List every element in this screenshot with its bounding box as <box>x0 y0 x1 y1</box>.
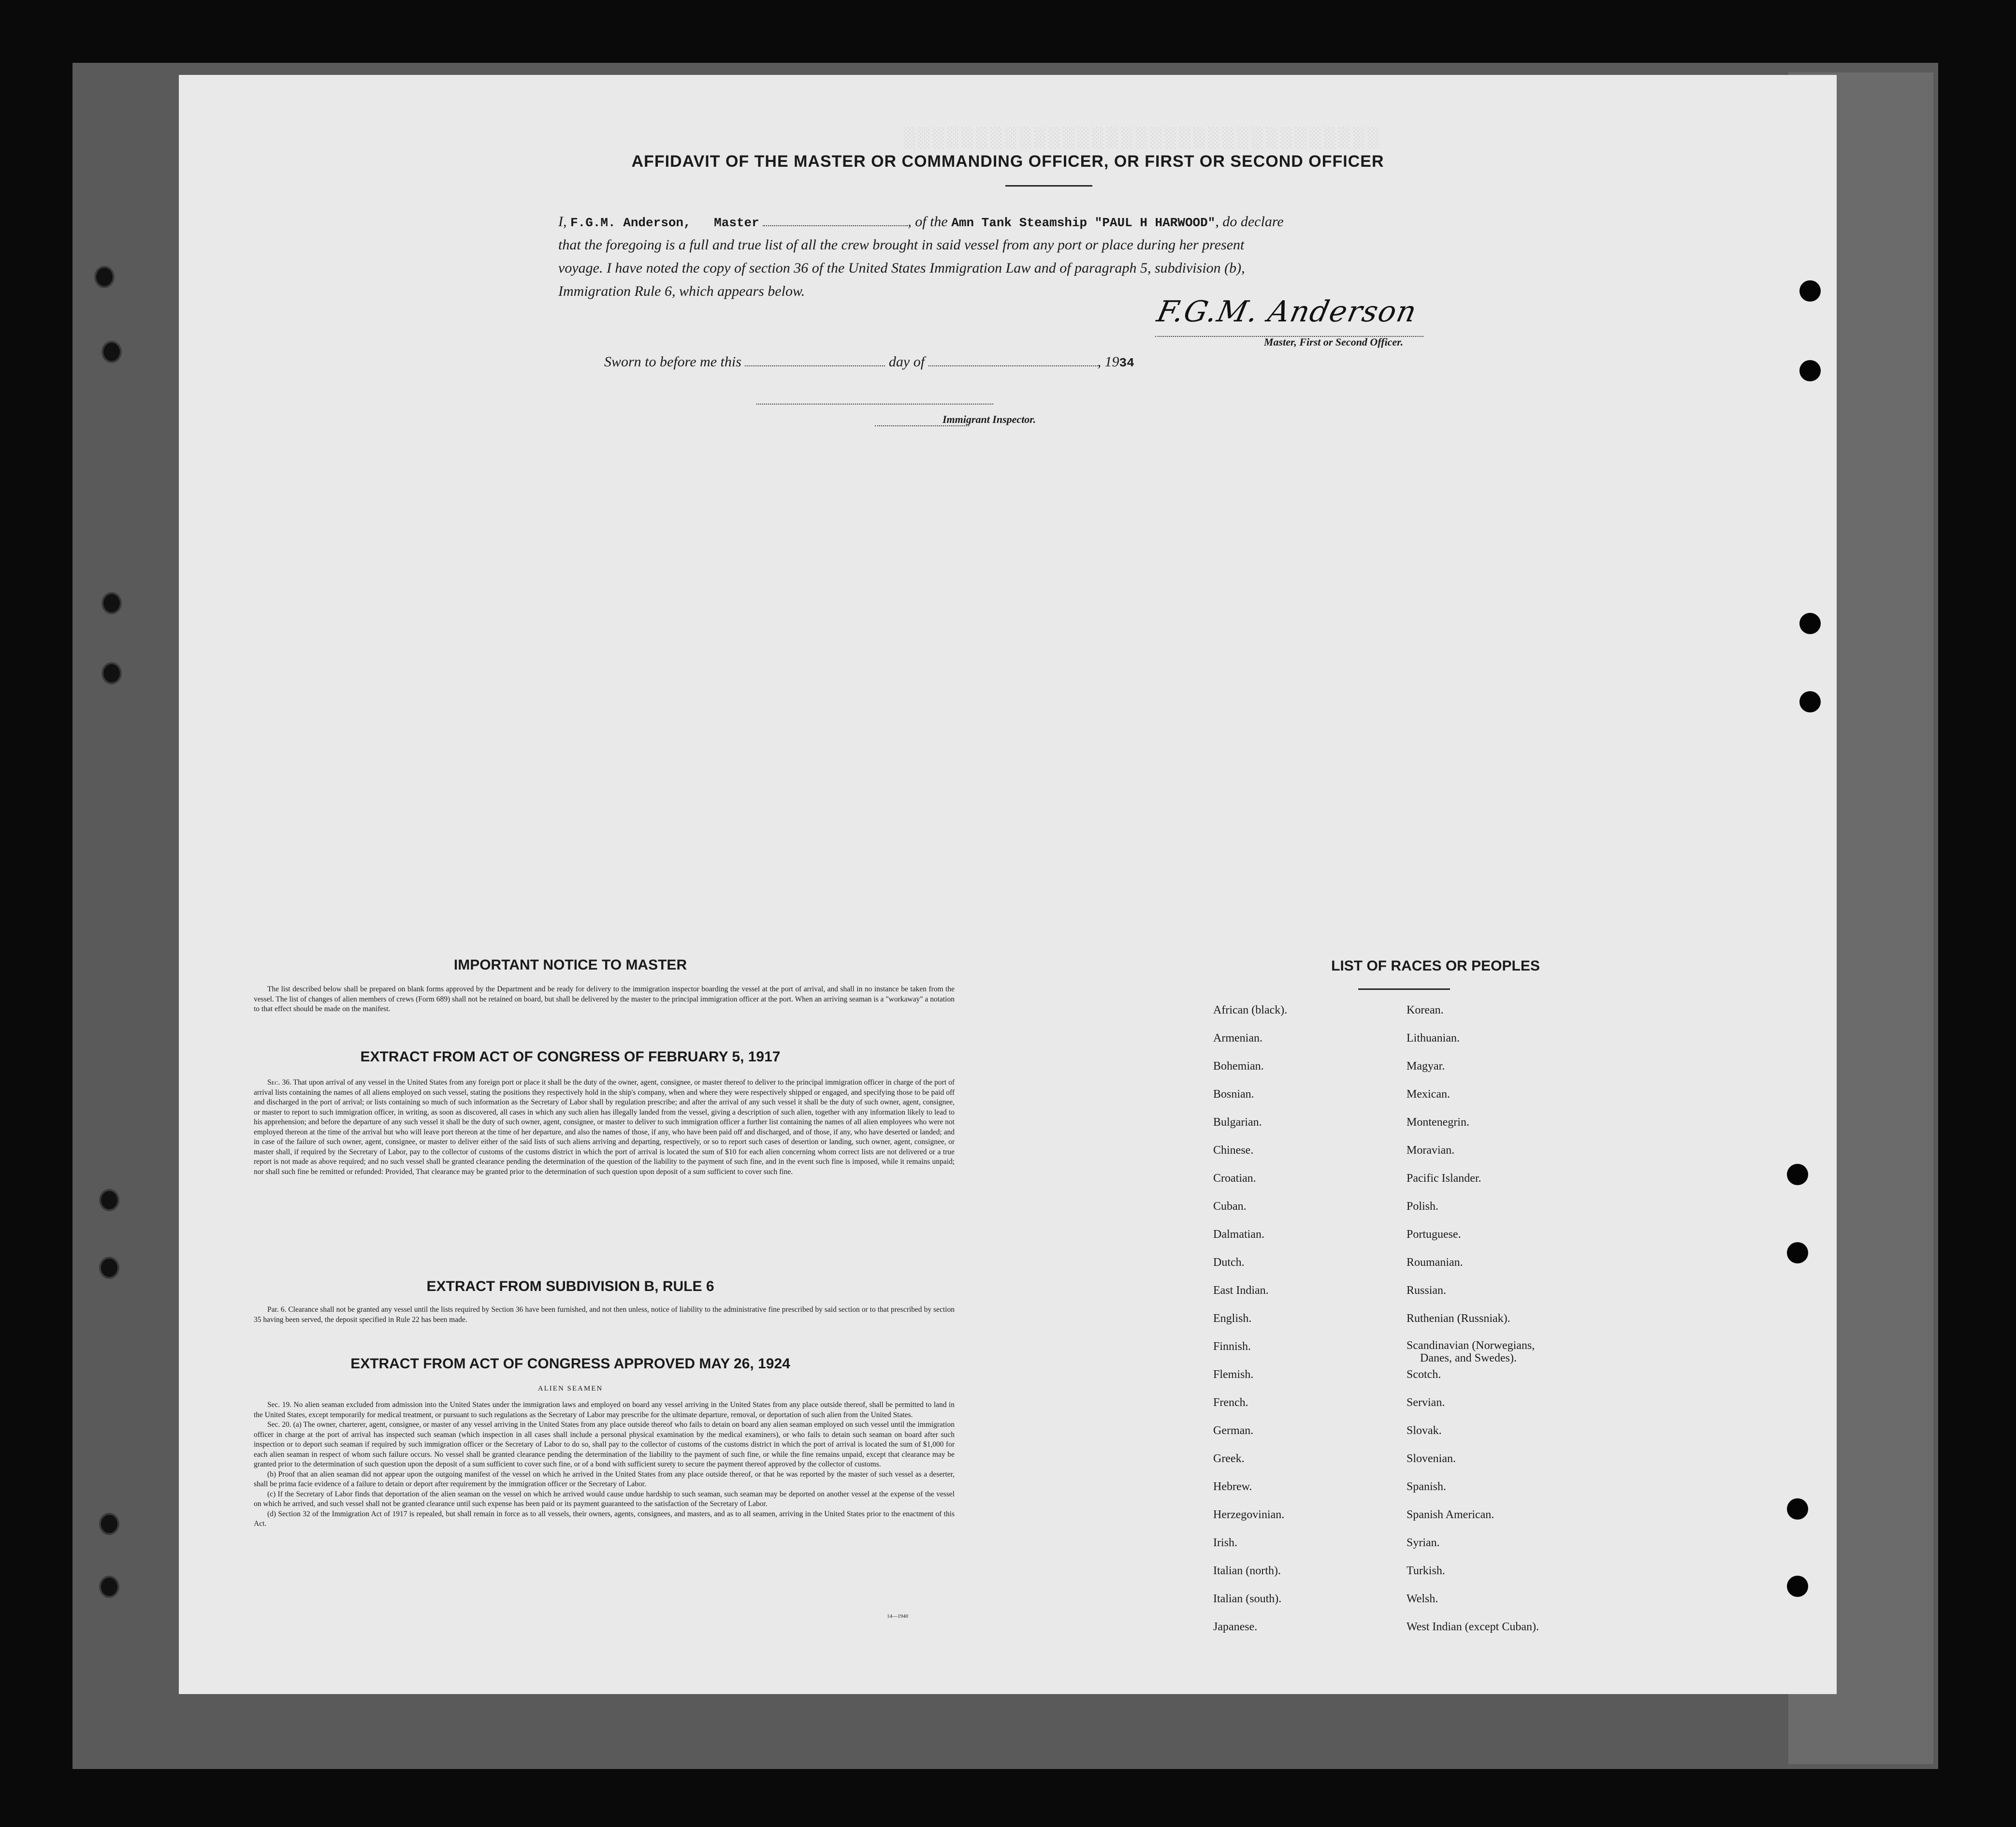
sec-20a-paragraph: Sec. 20. (a) The owner, charterer, agent, consignee, or master of any vessel arriving in the United States from any place outside thereof who fails to detain on board any alien seaman employed on such vessel until the immigration officer in charge at the port of arrival has inspected such seaman (which inspection in all cases shall include a personal physical examination by the medical examiners), or who fails to detain such seaman on board after such inspection or to deport such seaman if required by such immigration officer or the Secretary of Labor to do so, shall pay to the collector of customs of the customs district in which the port of arrival is located the sum of $1,000 for each alien seaman in respect of whom such failure occurs. No vessel shall be granted clearance pending the determination of the liability to the payment of such fine, or while the fine remains unpaid, except that clearance may be granted prior to the determination of such question upon the deposit of a sum sufficient to cover such fine, or of a bond with sufficient surety to secure the payment thereof approved by the collector of customs. <box>254 1421 955 1468</box>
inspector-caption: Immigrant Inspector. <box>943 413 1036 425</box>
extract-1917-text <box>254 1078 955 1177</box>
races-left-column <box>1213 1003 1397 1648</box>
race-item: Russian. <box>1407 1284 1447 1297</box>
race-item: Dutch. <box>1213 1256 1245 1269</box>
race-item: Scotch. <box>1407 1368 1441 1381</box>
binder-hole <box>99 1257 119 1279</box>
extract-rule6-title: EXTRACT FROM SUBDIVISION B, RULE 6 <box>426 1278 714 1294</box>
race-item: English. <box>1213 1312 1252 1325</box>
race-item: Flemish. <box>1213 1368 1254 1381</box>
binder-hole <box>1799 280 1821 302</box>
race-item: Lithuanian. <box>1407 1032 1460 1044</box>
race-item: Korean. <box>1407 1004 1444 1016</box>
race-item: Slovak. <box>1407 1424 1442 1437</box>
race-item: Greek. <box>1213 1452 1245 1465</box>
race-item: Chinese. <box>1213 1144 1254 1157</box>
race-item: East Indian. <box>1213 1284 1269 1297</box>
year-suffix: 34 <box>1119 356 1134 370</box>
notice-paragraph: The list described below shall be prepared on blank forms approved by the Department and be ready for delivery to the immigration inspector boarding the vessel at the port of arrival, and shall in no instance be taken from the vessel. The list of changes of alien members of crews (Form 689) shall not be retained on board, but shall be delivered by the master to the principal immigration officer at the port. When an arriving seaman is a "workaway" a notation to that effect should be made on the manifest. <box>254 985 955 1013</box>
races-right-column <box>1407 1003 1658 1648</box>
binder-hole <box>1799 691 1821 712</box>
binder-hole <box>1787 1498 1808 1520</box>
binder-hole <box>99 1189 119 1211</box>
master-rank: Master <box>714 216 759 230</box>
year-prefix: , 19 <box>1097 354 1119 370</box>
race-item: Roumanian. <box>1407 1256 1463 1269</box>
race-item: Syrian. <box>1407 1537 1440 1549</box>
affidavit-title: AFFIDAVIT OF THE MASTER OR COMMANDING OFFICER, OR FIRST OR SECOND OFFICER <box>631 152 1384 171</box>
race-item: Moravian. <box>1407 1144 1455 1157</box>
race-item: West Indian (except Cuban). <box>1407 1621 1539 1633</box>
do-declare-text: , do declare <box>1215 214 1284 230</box>
race-item: Japanese. <box>1213 1621 1258 1633</box>
race-item: Hebrew. <box>1213 1480 1252 1493</box>
signature-caption: Master, First or Second Officer. <box>1264 336 1404 348</box>
race-item: Croatian. <box>1213 1172 1256 1185</box>
race-item: Cuban. <box>1213 1200 1247 1213</box>
race-item: Finnish. <box>1213 1340 1251 1353</box>
affidavit-line-3: voyage. I have noted the copy of section 36 of the United States Immigration Law and of paragraph 5, subdivision (b), <box>558 260 1245 276</box>
races-title: LIST OF RACES OR PEOPLES <box>1331 958 1540 974</box>
race-item: Ruthenian (Russniak). <box>1407 1312 1510 1325</box>
document-page <box>179 75 1837 1694</box>
inspector-signature-line <box>756 404 993 405</box>
affidavit-line-1 <box>558 210 1670 234</box>
race-item: Bosnian. <box>1213 1088 1254 1101</box>
sec-19-paragraph: Sec. 19. No alien seaman excluded from admission into the United States under the immigration laws and employed on board any vessel arriving in the United States from any place outside thereof, shall be permitted to land in the United States, except temporarily for medical treatment, or pursuant to such regulations as the Secretary of Labor may prescribe for the ultimate departure, removal, or deportation of such alien from the United States. <box>254 1401 955 1419</box>
notice-title: IMPORTANT NOTICE TO MASTER <box>453 957 687 973</box>
extract-rule6-text <box>254 1305 955 1325</box>
bleed-through: ░░░░░░░░░░░░░░░░░░░░░░░░░░░░░░░░░ <box>904 128 1383 150</box>
extract-1924-text <box>254 1400 955 1529</box>
race-item: Spanish. <box>1407 1480 1447 1493</box>
affidavit-line-2: that the foregoing is a full and true list of all the crew brought in said vessel from any port or place during her present <box>558 237 1245 253</box>
sec-36-label: Sec. 36. <box>267 1078 291 1087</box>
race-item <box>1407 1339 1658 1367</box>
binder-hole <box>99 1513 119 1535</box>
sworn-text: Sworn to before me this <box>604 354 741 370</box>
race-item: Pacific Islander. <box>1407 1172 1481 1185</box>
sec-20d-paragraph: (d) Section 32 of the Immigration Act of 1917 is repealed, but shall remain in force as to all vessels, their owners, agents, consignees, and masters, and as to all seamen, arriving in the United States prior to the enactment of this Act. <box>254 1509 955 1528</box>
sworn-line <box>604 350 1281 375</box>
binder-hole <box>102 662 122 684</box>
binder-hole <box>99 1576 119 1598</box>
binder-hole <box>94 266 115 288</box>
race-item-scandinavian: Scandinavian (Norwegians, <box>1407 1339 1535 1352</box>
affidavit-line-4: Immigration Rule 6, which appears below. <box>558 283 805 299</box>
race-item: Bulgarian. <box>1213 1116 1262 1129</box>
race-item: Portuguese. <box>1407 1228 1461 1241</box>
race-item: Italian (north). <box>1213 1565 1281 1577</box>
rule6-paragraph: Par. 6. Clearance shall not be granted any vessel until the lists required by Section 36 have been furnished, and not then unless, notice of liability to the administrative fine prescribed by said section or to that prescribed by section 35 having been served, the deposit specified in Rule 22 has been made. <box>254 1305 955 1324</box>
binder-hole <box>1787 1242 1808 1263</box>
vessel-name: Amn Tank Steamship "PAUL H HARWOOD" <box>951 216 1216 230</box>
binder-hole <box>1787 1576 1808 1597</box>
extract-1924-title: EXTRACT FROM ACT OF CONGRESS APPROVED MAY 26, 1924 <box>350 1356 790 1372</box>
race-item: Polish. <box>1407 1200 1439 1213</box>
blank-day <box>745 353 885 366</box>
binder-hole <box>1799 613 1821 634</box>
race-item: Mexican. <box>1407 1088 1450 1101</box>
binder-hole <box>102 592 122 614</box>
race-item: Italian (south). <box>1213 1593 1282 1605</box>
sec-36-text: That upon arrival of any vessel in the United States from any foreign port or place it shall be the duty of the owner, agent, consignee, or master thereof to deliver to the principal immigration officer in charge of the port of arrival lists containing the names of all aliens employed on such vessel, stating the positions they respectively hold in the ship's company, when and where they were respectively shipped or engaged, and specifying those to be paid off and discharged in the port of arrival; or lists containing so much of such information as the Secretary of Labor shall by regulation prescribe; and after the arrival of any such vessel it shall be the duty of such owner, agent, consignee, or master to report to such immigration officer, in writing, as soon as discovered, all cases in which any such alien has illegally landed from the vessel, giving a description of such alien, together with any information likely to lead to his apprehension; and before the departure of any such vessel it shall be the duty of such owner, agent, consignee, or master to deliver to such immigration officer a further list containing the names of all alien employees who were not employed thereon at the time of the arrival but who will leave port thereon at the time of her departure, and also the names of those, if any, who have been paid off and discharged, and of those, if any, who have deserted or landed; and in case of the failure of such owner, agent, consignee, or master to deliver either of the said lists of such aliens arriving and departing, respectively, or so to report such cases of desertion or landing, such owner, agent, consignee, or master shall, if required by the Secretary of Labor, pay to the collector of customs of the customs district in which the port of arrival is located the sum of $10 for each alien concerning whom correct lists are not delivered or a true report is not made as above required; and no such vessel shall be granted clearance pending the determination of the question of the liability to the payment of such fine, and in the event such fine is imposed, while it remains unpaid; nor shall such fine be remitted or refunded: Provided, That clearance may be granted prior to the determination of such question upon deposit of a sum sufficient to cover such fine. <box>254 1078 955 1176</box>
race-item: Welsh. <box>1407 1593 1438 1605</box>
race-item: German. <box>1213 1424 1254 1437</box>
race-item: Servian. <box>1407 1396 1445 1409</box>
race-item: Armenian. <box>1213 1032 1262 1044</box>
race-item-scandinavian-cont: Danes, and Swedes). <box>1420 1352 1517 1364</box>
race-item: Bohemian. <box>1213 1060 1264 1073</box>
race-item: Montenegrin. <box>1407 1116 1469 1129</box>
race-item: French. <box>1213 1396 1248 1409</box>
race-item: African (black). <box>1213 1004 1288 1016</box>
binder-hole <box>1799 360 1821 381</box>
blank-month <box>928 353 1098 366</box>
extract-1917-title: EXTRACT FROM ACT OF CONGRESS OF FEBRUARY 5, 1917 <box>360 1049 781 1065</box>
notice-text <box>254 985 955 1015</box>
race-item: Turkish. <box>1407 1565 1445 1577</box>
binder-hole <box>1787 1164 1808 1185</box>
title-divider <box>1005 185 1092 187</box>
races-divider <box>1358 988 1450 990</box>
race-item: Herzegovinian. <box>1213 1508 1285 1521</box>
day-of-text: day of <box>888 354 925 370</box>
race-item: Slovenian. <box>1407 1452 1456 1465</box>
race-item: Magyar. <box>1407 1060 1445 1073</box>
of-the-text: , of the <box>908 214 948 230</box>
master-signature: F.G.M. Anderson <box>1154 295 1421 329</box>
master-name: F.G.M. Anderson, <box>570 216 691 230</box>
affidavit-i: I, <box>558 214 567 230</box>
blank-line <box>763 213 908 226</box>
binder-hole <box>102 341 122 363</box>
race-item: Dalmatian. <box>1213 1228 1264 1241</box>
form-number: 14—1940 <box>887 1613 908 1619</box>
race-item: Irish. <box>1213 1537 1237 1549</box>
sec-20b-paragraph: (b) Proof that an alien seaman did not appear upon the outgoing manifest of the vessel on which he arrived in the United States from any place outside thereof, or that he was reported by the master of such vessel as a deserter, shall be prima facie evidence of a failure to detain or deport after requirement by the immigration officer or the Secretary of Labor. <box>254 1470 955 1488</box>
race-item: Spanish American. <box>1407 1508 1494 1521</box>
sec-20c-paragraph: (c) If the Secretary of Labor finds that deportation of the alien seaman on the vessel on which he arrived would cause undue hardship to such seaman, such seaman may be deported on another vessel at the expense of the vessel on which he arrived, and such vessel shall not be granted clearance until such expense has been paid or its payment guaranteed to the satisfaction of the Secretary of Labor. <box>254 1490 955 1508</box>
alien-seamen-subtitle: ALIEN SEAMEN <box>537 1385 603 1392</box>
